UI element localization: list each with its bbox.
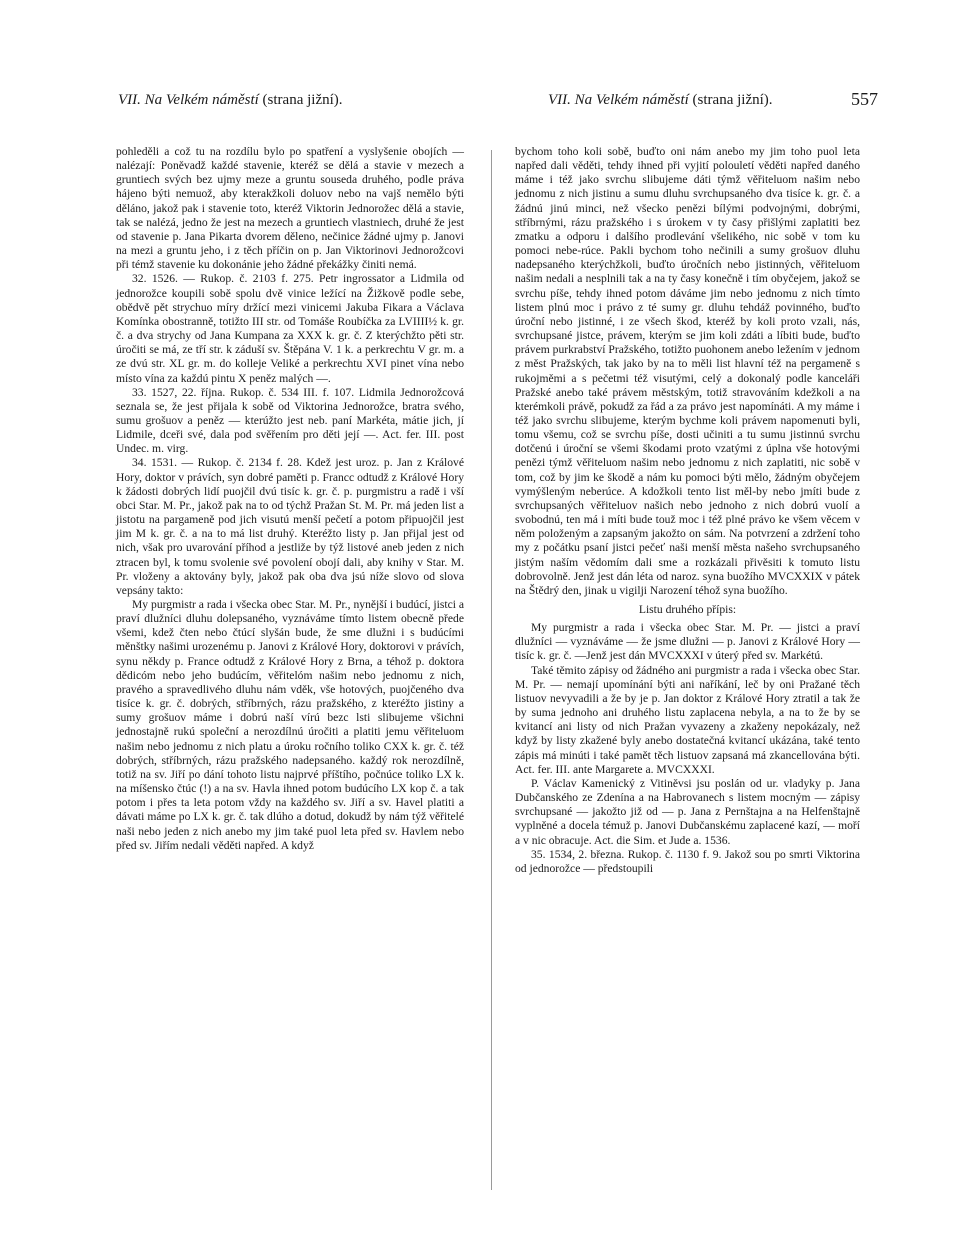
column-divider [491, 150, 492, 1190]
paragraph: 33. 1527, 22. října. Rukop. č. 534 III. f. 107. Lidmila Jednorožcová seznala se, že jest přijala k sobě od Viktorina Jednorožce, bratra svého, sumu grošuov a peněz — kterúžto jest neb. paní Markéta, mátie jich, jí Lidmile, dceři své, dala pod svěřením pro děti její —. Act. fer. III. post Undec. m. virg. [116, 385, 464, 456]
page-number: 557 [851, 89, 878, 109]
left-column [116, 145, 464, 853]
paragraph: 35. 1534, 2. března. Rukop. č. 1130 f. 9. Jakož sou po smrti Viktorina od jednorožce — předstoupili [515, 847, 860, 875]
paragraph: pohleděli a což tu na rozdílu bylo po spatření a vyslyšenie obojích — nalézají: Poněvadž každé stavenie, kteréž se dělá a stavie v mezech a gruntiech svých bez ujmy meze a gruntu souseda druhého, podle práva hájeno býti nemuož, aby kterakžkoli doluov nebo na vajš nemělo býti děláno, jakož pak i stavenie toto, kteréž Viktorin Jednorožec dělá a stavie, tak se nalézá, jedno že jest na mezech a gruntiech vlastniech, druhé že jest od stavenie p. Jana Pikarta dvorem děleno, nečinice žádné ujmy p. Janovi na mezi a gruntu jeho, i z těch příčin on p. Jan Viktorinovi Jednorožcovi při témž stavenie ku dokonánie jeho žádné překážky činiti nemá. [116, 145, 464, 272]
section-heading: Listu druhého přípis: [638, 603, 737, 616]
paragraph: My purgmistr a rada i všecka obec Star. M. Pr., nynější i budúcí, jistci a praví dlužníci dluhu dolepsaného, vyznáváme tímto listem obecně přede všemi, kdež čten nebo čtúcí slyšán bude, že sme dlužni i s budúcími měnštky našimi urozenému p. Janovi z Králové Hory, doktorovi v právích, synu někdy p. France odtudž z Králové Hory z Brna, a téhož p. doktora dědicóm nebo jeho budúcím, věřitelóm našim nebo jednomu z nich, pravého a spravedlivého dluhu nám vděk, vše hotových, puojčeného dva tisíce k. gr. č. dobrých, stříbrných, rázu pražského, z kteréžto jistiny a sumy grošuov máme i dobrú naší vírú bezc lsti slibujeme všichni jednostajně rukú společní a nerozdílnú úročiti a platiti jemu věřiteluom našim nebo jednomu z nich platu a úroku ročního toliko CXX k. gr. č. též dobrých, stříbrných, rázu pražského nadepsaného. každý rok nerozdílně, totiž na sv. Jiří po dání tohoto listu najprvé příštího, počnúce toliko LX k. na míšensko čtúc (!) a na sv. Havla ihned potom budúcího LX kop č. a tak potom i přes ta leta potom vždy na každého sv. Jiří a sv. Havel platiti a dávati máme po LX k. gr. č. tak dlúho a dotud, dokudž by nám týž věřitelé naši nebo jeden z nich anebo my jim také puol leta před sv. Havlem nebo před sv. Jiřím nedali věděti napřed. A když [116, 598, 464, 852]
paragraph: Také těmito zápisy od žádného ani purgmistr a rada i všecka obec Star. M. Pr. — nemají upomínání býti ani naříkání, leč by oni Pražané těch listuov nevyvadili a že by je p. Jan doktor z Králové Hory ztratil a tak že by suma jednoho ani druhého listu zaplacena nebyla, a na to že by se kvitancí ani listy od nich Pražan vyvazeny a zkaženy nepokázaly, než když by listy zkažené byly anebo dostatečná kvitancí ukázána, také tento zápis má minúti i také pamět těch listuov zapsaná má zkancellována býti. Act. fer. III. ante Margarete a. MVCXXXI. [515, 663, 860, 776]
paragraph: P. Václav Kamenický z Vitiněvsi jsu poslán od ur. vladyky p. Jana Dubčanského ze Zdenína a na Habrovanech s listem mocným — zápisy svrchupsané — jakožto již od — p. Jana z Pernštajna a na Helfenštajně vyplněné a docela témuž p. Janovi Dubčanskému zaplacené kazí, — moří a v nic obracuje. Act. die Sim. et Jude a. 1536. [515, 776, 860, 847]
paragraph: My purgmistr a rada i všecka obec Star. M. Pr. — jistci a praví dlužníci — vyznáváme — že jsme dlužni — p. Janovi z Králové Hory — tisíc k. gr. č. —Jenž jest dán MVCXXXI v úterý před sv. Markétú. [515, 621, 860, 663]
paragraph: 32. 1526. — Rukop. č. 2103 f. 275. Petr ingrossator a Lidmila od jednorožce koupili sobě spolu dvě vinice ležící na Žižkově podle sebe, obědvě pět strychuo míry držící mezi vinicemi Jakuba Fikara a Václava Komínka obostranně, totižto III str. od Tomáše Roubíčka za LVIIII½ k. gr. č. a dva strychy od Jana Kumpana za XXX k. gr. č. Z kterýchžto pěti str. úročiti se má, ze tří str. k záduší sv. Štěpána V. 1 k. a perkrechtu V gr. m. a ze dvú str. XL gr. m. do kolleje Veliké a perkrechtu XVI pinet vína nebo místo vína za každú pintu X peněz malých —. [116, 272, 464, 385]
paragraph: bychom toho koli sobě, buďto oni nám anebo my jim toho puol leta napřed dali věděti, tehdy ihned při vyjití polouletí věděti napřed daného máme i též jako svrchu slibujeme dáti týmž věřiteluom našim nebo jednomu z nich jistinu a sumu dluhu svrchupsaného dva tisíce k. gr. č. a žádnú jinú minci, než všecko penězi bílými podvojnými, dobrými, stříbrnými, rázu pražského i s úrokem v ty časy přišlými zaplatiti bez zmatku a odporu i dalšího prodlevání všelikého, nic sobě v tom ku pomoci nebe-rúce. Pakli bychom toho nečinili a sumy grošuov dluhu nadepsaného kterýchžkoli, buďto úročních nebo jistinných, věřiteluom našim nedali a nesplnili tak a na ty časy konečně i tím obyčejem, jakož se svrchu píše, tehdy ihned potom dáváme jim nebo jednomu z nich tímto listem plnú moc i právo z té sumy gr. dluhu tehdáž povinného, buďto úroční nebo jistinné, i ze všech škod, kteréž by koli proto vzali, nás, svrchupsané jistce, právem, kterým se jim koli zdáti a líbiti bude, buďto právem purkrabství Pražského, totižto puohonem anebo ležením v jednom z měst Pražských, tak jako by na to měli list hlavní též na pergameně s rukojměmi a s pečetmi též visutými, celý a dokonalý podle kanceláři Pražské anebo také právem městským, totiž stravováním kdežkoli a na kterémkoli právě, pokudž za řád a za právo jest napomínáti. A my máme i též jako svrchu slibujeme, kterým bychme koli právem napomenuti byli, tomu všemu, což se svrchu píše, dosti učiniti a tu sumu jistinnú svrchu dotčenú i úroční se všemi škodami proto vzatými z úplna vše hotovými penězi týmž věřiteluom našim nebo jednomu z nich zaplatiti, nic sobě v tom, což by jim ke škodě a nám ku pomoci býti mělo, žádným obyčejem vymýšleným neberúce. A kdožkoli tento list měl-by nebo jmíti bude z svrchupsaných věřiteluov našich nebo jednoho z nich dobrú vuolí a svobodnú, ten má i míti bude touž moc i též plné právo ke všem věcem v něm položeným a zapsaným jakožto on sám. Na potvrzení a zdržení toho my z počátku psaní jistci pečeť naši menší města našeho svrchupsaného jistým naším vědomím dali sme a rozkázali přivěsiti k tomuto listu dobrovolně. Jenž jest dán léta od naroz. syna buožího MVCXXIX v pátek na Štědrý den, jinak u vigilji Narození téhož syna buožího. [515, 145, 860, 597]
paragraph: 34. 1531. — Rukop. č. 2134 f. 28. Kdež jest uroz. p. Jan z Králové Hory, doktor v právích, syn dobré paměti p. Francc odtudž z Králové Hory k žádosti dobrých lidí puojčil dvú tisíc k. gr. č. p. purgmistru a radě i vší obci Star. M. Pr., jakož pak na to od týchž Pražan St. M. Pr. má jeden list a jistotu na pargameně pod jich visutú menší pečetí a potom připuojčil jest jim M k. gr. č. a na to má list druhý. Kteréžto listy p. Jan přijal jest od nich, však pro uvarování příhod a jestliže by týž listové aneb jeden z nich ztracen byl, k tomu svolenie své povolení obojí dali, aby knihy v Star. M. Pr. vloženy a aktovány byly, jakož pak oba dva jsú níže slovo od slova vepsány takto: [116, 456, 464, 597]
header-right: VII. Na Velkém náměstí (strana jižní). [548, 92, 773, 108]
right-column [515, 145, 860, 876]
header-left: VII. Na Velkém náměstí (strana jižní). [118, 92, 343, 108]
running-header [118, 89, 878, 116]
